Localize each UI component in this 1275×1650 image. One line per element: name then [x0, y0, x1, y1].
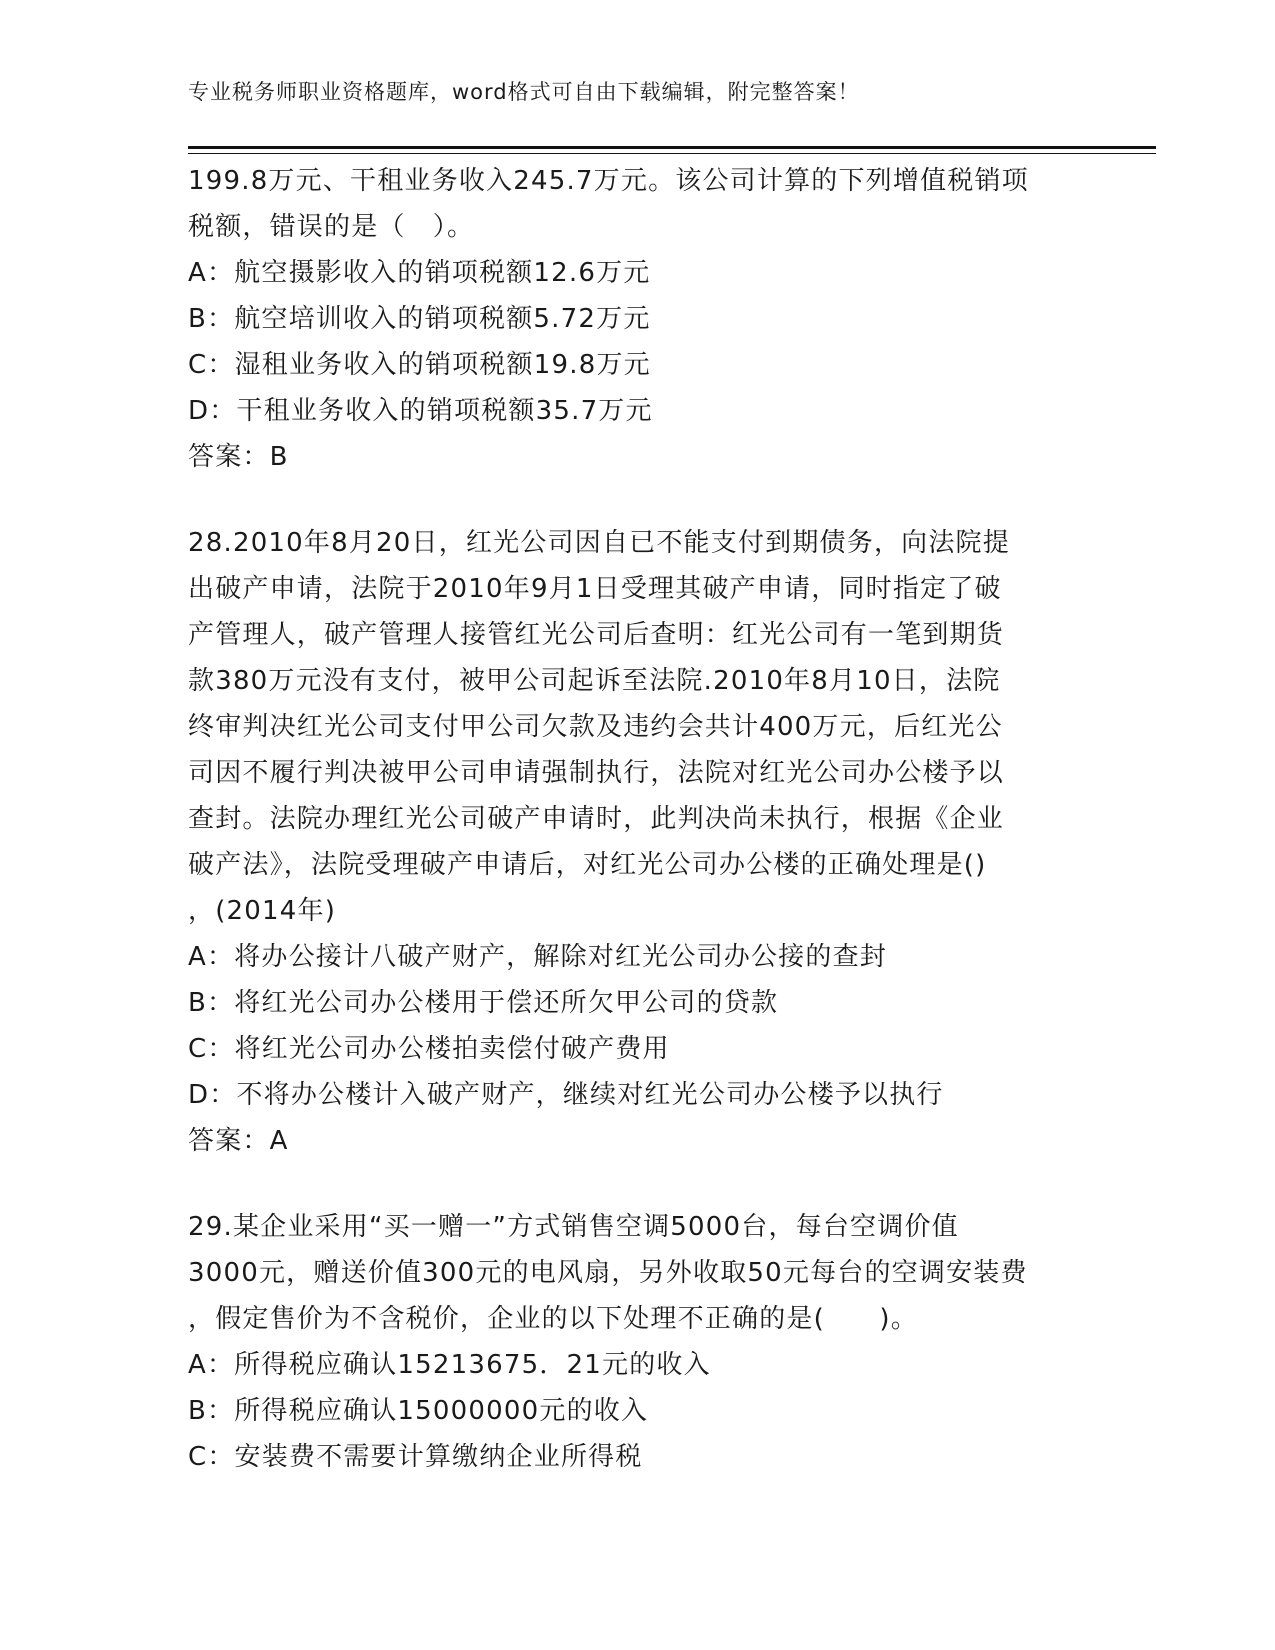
question-text-line: 款380万元没有支付，被甲公司起诉至法院.2010年8月10日，法院 — [188, 666, 1001, 696]
answer: 答案：A — [188, 1126, 289, 1156]
question-text-line: ，(2014年) — [188, 896, 337, 926]
header-rule-thick — [188, 146, 1156, 149]
question-27 — [188, 158, 1088, 480]
question-text-line: 破产法》，法院受理破产申请后，对红光公司办公楼的正确处理是() — [188, 850, 987, 880]
option-b: B：所得税应确认15000000元的收入 — [188, 1396, 649, 1426]
option-a: A：将办公接计八破产财产，解除对红光公司办公接的查封 — [188, 942, 887, 972]
question-text-line: 28.2010年8月20日，红光公司因自已不能支付到期债务，向法院提 — [188, 528, 1010, 558]
option-d: D：干租业务收入的销项税额35.7万元 — [188, 396, 653, 426]
page-header: 专业税务师职业资格题库，word格式可自由下载编辑，附完整答案！ — [188, 80, 860, 104]
header-rule-thin — [188, 153, 1156, 154]
question-text-line: ，假定售价为不含税价，企业的以下处理不正确的是( )。 — [188, 1304, 918, 1334]
question-text-line: 199.8万元、干租业务收入245.7万元。该公司计算的下列增值税销项 — [188, 166, 1029, 196]
question-28 — [188, 520, 1088, 1164]
option-c: C：将红光公司办公楼拍卖偿付破产费用 — [188, 1034, 670, 1064]
option-a: A：所得税应确认15213675．21元的收入 — [188, 1350, 711, 1380]
question-text-line: 29.某企业采用“买一赠一”方式销售空调5000台，每台空调价值 — [188, 1212, 959, 1242]
answer: 答案：B — [188, 442, 289, 472]
question-text-line: 查封。法院办理红光公司破产申请时，此判决尚未执行，根据《企业 — [188, 804, 1005, 834]
option-c: C：安装费不需要计算缴纳企业所得税 — [188, 1442, 643, 1472]
document-body — [188, 158, 1088, 1480]
question-29 — [188, 1204, 1088, 1480]
option-d: D：不将办公楼计入破产财产，继续对红光公司办公楼予以执行 — [188, 1080, 944, 1110]
question-text-line: 司因不履行判决被甲公司申请强制执行，法院对红光公司办公楼予以 — [188, 758, 1005, 788]
question-text-line: 出破产申请，法院于2010年9月1日受理其破产申请，同时指定了破 — [188, 574, 1002, 604]
option-b: B：航空培训收入的销项税额5.72万元 — [188, 304, 651, 334]
question-text-line: 产管理人，破产管理人接管红光公司后查明：红光公司有一笔到期货 — [188, 620, 1005, 650]
option-c: C：湿租业务收入的销项税额19.8万元 — [188, 350, 651, 380]
question-text-line: 税额，错误的是（ ）。 — [188, 212, 475, 242]
question-text-line: 终审判决红光公司支付甲公司欠款及违约会共计400万元，后红光公 — [188, 712, 1003, 742]
spacer — [188, 480, 1088, 520]
option-a: A：航空摄影收入的销项税额12.6万元 — [188, 258, 651, 288]
option-b: B：将红光公司办公楼用于偿还所欠甲公司的贷款 — [188, 988, 779, 1018]
question-text-line: 3000元，赠送价值300元的电风扇，另外收取50元每台的空调安装费 — [188, 1258, 1028, 1288]
spacer — [188, 1164, 1088, 1204]
